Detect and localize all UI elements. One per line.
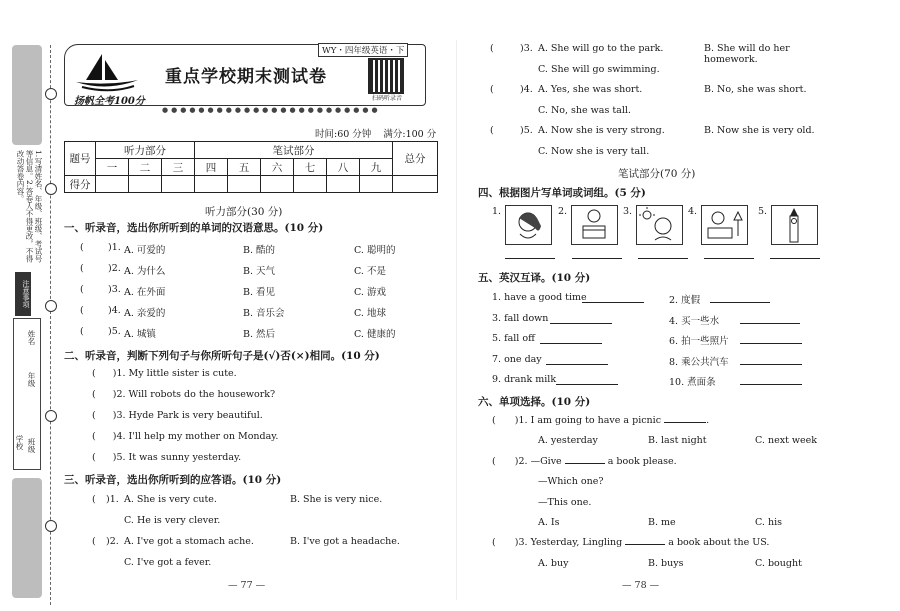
option-a: A. 亲爱的: [124, 308, 166, 319]
s2-row: [92, 431, 278, 442]
translate-item: 9. drank milk: [492, 374, 557, 385]
s3-option-c: C. I've got a fever.: [124, 557, 212, 568]
score-cell[interactable]: [96, 176, 129, 193]
mc-option-c: C. bought: [755, 558, 802, 569]
table-col: 六: [261, 159, 294, 176]
answer-line[interactable]: [704, 258, 754, 259]
option-b: B. I've got a headache.: [290, 536, 400, 547]
table-col: 五: [228, 159, 261, 176]
option-a: A. 为什么: [124, 266, 166, 277]
answer-blank[interactable]: [565, 463, 605, 464]
mc-question: ( )1. I am going to have a picnic .: [492, 415, 710, 426]
sailboat-logo-icon: [72, 50, 142, 92]
option-b: B. She is very nice.: [290, 494, 383, 505]
dialogue-line: —Which one?: [538, 476, 604, 487]
section-1-title: 一、听录音，选出你所听到的单词的汉语意思。(10 分): [64, 222, 324, 234]
item-text: )4. I'll help my mother on Monday.: [112, 431, 279, 442]
s3-option-c: C. Now she is very tall.: [538, 146, 650, 157]
s2-row: [92, 452, 241, 463]
translate-item: 8. 乘公共汽车: [669, 357, 729, 368]
homework-picture-icon: [701, 205, 748, 245]
dialogue-line: —This one.: [538, 497, 592, 508]
binding-strip-top: [12, 45, 42, 145]
answer-line[interactable]: [582, 302, 644, 303]
answer-paren[interactable]: (: [492, 537, 496, 548]
mc-option-b: B. me: [648, 517, 676, 528]
item-num: )2.: [106, 536, 119, 547]
s3-row: [92, 536, 422, 547]
s3-row: [92, 494, 422, 505]
score-cell[interactable]: [294, 176, 327, 193]
field-class: 班级: [27, 438, 36, 453]
option-a: A. Now she is very strong.: [538, 125, 665, 136]
option-b: B. She will do her homework.: [704, 43, 790, 65]
page-number-right: — 78 —: [622, 580, 660, 591]
page-gutter: [456, 40, 457, 600]
mc-question: ( )2. —Give a book please.: [492, 456, 677, 467]
s3-row: [490, 84, 840, 95]
item-text: )3. Hyde Park is very beautiful.: [112, 410, 263, 421]
table-header-writing: 笔试部分: [195, 142, 393, 159]
option-b: B. 然后: [243, 329, 276, 340]
answer-paren[interactable]: (: [92, 536, 96, 547]
pic-num: 1.: [492, 206, 502, 217]
mc-option-c: C. next week: [755, 435, 818, 446]
binding-hole: [45, 183, 57, 195]
answer-paren[interactable]: (: [92, 410, 96, 421]
s2-row: [92, 368, 237, 379]
answer-line[interactable]: [710, 302, 770, 303]
option-c: C. 聪明的: [354, 245, 396, 256]
field-school: 学校: [15, 435, 24, 450]
logo-text: 扬帆全考100分: [74, 96, 145, 107]
option-a: A. 城镇: [124, 329, 156, 340]
page-number-left: — 77 —: [228, 580, 266, 591]
writing-title: 笔试部分(70 分): [618, 168, 696, 180]
answer-line[interactable]: [556, 384, 618, 385]
s3-option-c: C. He is very clever.: [124, 515, 221, 526]
answer-paren[interactable]: (: [92, 452, 96, 463]
answer-paren[interactable]: (: [92, 494, 96, 505]
table-col: 九: [360, 159, 393, 176]
section-6-title: 六、单项选择。(10 分): [478, 396, 591, 408]
option-b: B. 酷的: [243, 245, 276, 256]
answer-line[interactable]: [740, 343, 802, 344]
s3-row: [490, 43, 840, 65]
s1-row: [80, 326, 420, 340]
item-text: )1. My little sister is cute.: [112, 368, 237, 379]
answer-paren[interactable]: (: [490, 84, 494, 95]
mc-option-b: B. buys: [648, 558, 684, 569]
mc-question: ( )3. Yesterday, Lingling a book about the US.: [492, 537, 770, 548]
answer-paren[interactable]: (: [92, 368, 96, 379]
pic-num: 5.: [758, 206, 768, 217]
option-c: C. 不是: [354, 266, 386, 277]
answer-line[interactable]: [550, 323, 612, 324]
option-a: A. I've got a stomach ache.: [124, 536, 254, 547]
banner-dots: ●●●●●●●●●●●●●●●●●●●●●●●●: [162, 106, 381, 114]
section-2-title: 二、听录音，判断下列句子与你所听句子是(√)否(×)相同。(10 分): [64, 350, 380, 362]
s1-row: [80, 284, 420, 298]
translate-item: 10. 煮面条: [669, 377, 716, 388]
answer-line[interactable]: [740, 364, 802, 365]
option-a: A. Yes, she was short.: [538, 84, 643, 95]
translate-item: 2. 度假: [669, 295, 701, 306]
translate-item: 4. 买一些水: [669, 316, 720, 327]
answer-line[interactable]: [740, 323, 800, 324]
pic-num: 4.: [688, 206, 698, 217]
option-a: A. She will go to the park.: [538, 43, 664, 54]
pic-num: 2.: [558, 206, 568, 217]
option-a: A. She is very cute.: [124, 494, 217, 505]
option-c: C. 地球: [354, 308, 386, 319]
answer-paren[interactable]: (: [492, 415, 496, 426]
mc-option-a: A. Is: [538, 517, 560, 528]
mc-option-b: B. last night: [648, 435, 707, 446]
answer-paren[interactable]: (: [490, 125, 494, 136]
item-num: )4.: [108, 305, 121, 316]
answer-line[interactable]: [740, 384, 802, 385]
binding-notice: 1.写清姓名、年级、班级、考试号等信息。2.答卷人不得更改，不得改动答卷内容。: [16, 150, 43, 263]
section-3-title: 三、听录音，选出你所听到的应答语。(10 分): [64, 474, 282, 486]
answer-paren[interactable]: (: [92, 389, 96, 400]
option-b: B. 音乐会: [243, 308, 285, 319]
pic-num: 3.: [623, 206, 633, 217]
option-b: B. Now she is very old.: [704, 125, 815, 136]
s3-row: [490, 125, 840, 136]
s2-row: [92, 389, 275, 400]
score-cell[interactable]: [195, 176, 228, 193]
s3-option-c: C. No, she was tall.: [538, 105, 631, 116]
option-b: B. 看见: [243, 287, 276, 298]
answer-paren[interactable]: (: [80, 305, 84, 316]
score-cell[interactable]: [129, 176, 162, 193]
option-a: A. 可爱的: [124, 245, 166, 256]
option-c: C. 游戏: [354, 287, 386, 298]
sunny-kid-picture-icon: [636, 205, 683, 245]
score-cell[interactable]: [261, 176, 294, 193]
notice-stamp: 注意事项: [15, 272, 31, 316]
answer-line[interactable]: [505, 258, 555, 259]
answer-paren[interactable]: (: [92, 431, 96, 442]
score-cell[interactable]: [162, 176, 195, 193]
mc-option-c: C. his: [755, 517, 783, 528]
answer-paren[interactable]: (: [492, 456, 496, 467]
table-col: 八: [327, 159, 360, 176]
grade-tag: WY・四年级英语・下: [318, 43, 408, 57]
qr-caption: 扫码听录音: [372, 95, 403, 102]
item-num: )3.: [108, 284, 121, 295]
item-num: )4.: [520, 84, 533, 95]
field-name: 姓名: [27, 330, 36, 345]
s1-row: [80, 263, 420, 277]
answer-paren[interactable]: (: [80, 263, 84, 274]
s1-row: [80, 242, 420, 256]
score-cell[interactable]: [360, 176, 393, 193]
table-col: 一: [96, 159, 129, 176]
answer-line[interactable]: [770, 258, 820, 259]
answer-line[interactable]: [540, 343, 602, 344]
big-ben-picture-icon: [771, 205, 818, 245]
answer-paren[interactable]: (: [80, 284, 84, 295]
page-title: 重点学校期末测试卷: [165, 67, 327, 87]
item-num: )5.: [520, 125, 533, 136]
table-header-total: 总分: [393, 142, 438, 176]
table-label-score: 得分: [65, 176, 96, 193]
s2-row: [92, 410, 263, 421]
translate-item: 3. fall down: [492, 313, 549, 324]
translate-item: 5. fall off: [492, 333, 535, 344]
answer-paren[interactable]: (: [80, 326, 84, 337]
mc-option-a: A. yesterday: [538, 435, 598, 446]
score-cell[interactable]: [228, 176, 261, 193]
item-num: )1.: [106, 494, 119, 505]
table-col: 七: [294, 159, 327, 176]
item-num: )5.: [108, 326, 121, 337]
table-label-question: 题号: [65, 142, 96, 176]
item-num: )2.: [108, 263, 121, 274]
section-5-title: 五、英汉互译。(10 分): [478, 272, 591, 284]
answer-blank[interactable]: [625, 544, 665, 545]
answer-blank[interactable]: [664, 422, 706, 423]
score-table: [64, 141, 438, 193]
binding-hole: [45, 410, 57, 422]
s1-row: [80, 305, 420, 319]
item-text: )5. It was sunny yesterday.: [112, 452, 242, 463]
item-num: )3.: [520, 43, 533, 54]
option-b: B. 天气: [243, 266, 276, 277]
answer-paren[interactable]: (: [490, 43, 494, 54]
binding-hole: [45, 88, 57, 100]
mc-option-a: A. buy: [538, 558, 569, 569]
answer-line[interactable]: [638, 258, 688, 259]
table-col: 二: [129, 159, 162, 176]
table-col: 三: [162, 159, 195, 176]
exam-meta: 时间:60 分钟 满分:100 分: [315, 129, 437, 140]
item-text: )2. Will robots do the housework?: [112, 389, 276, 400]
translate-item: 6. 拍一些照片: [669, 336, 729, 347]
table-header-listening: 听力部分: [96, 142, 195, 159]
translate-item: 1. have a good time: [492, 292, 587, 303]
answer-line[interactable]: [572, 258, 622, 259]
answer-paren[interactable]: (: [80, 242, 84, 253]
field-grade: 年级: [27, 372, 36, 387]
option-a: A. 在外面: [124, 287, 166, 298]
answer-line[interactable]: [546, 364, 608, 365]
translate-item: 7. one day: [492, 354, 542, 365]
qr-code-icon[interactable]: [368, 58, 404, 94]
item-num: )1.: [108, 242, 121, 253]
table-col: 四: [195, 159, 228, 176]
listening-title: 听力部分(30 分): [205, 206, 283, 218]
s3-option-c: C. She will go swimming.: [538, 64, 660, 75]
option-c: C. 健康的: [354, 329, 396, 340]
binding-strip-bottom: [12, 478, 42, 598]
score-cell[interactable]: [393, 176, 438, 193]
binding-hole: [45, 520, 57, 532]
section-4-title: 四、根据图片写单词或词组。(5 分): [478, 187, 646, 199]
girl-picture-icon: [505, 205, 552, 245]
cake-picture-icon: [571, 205, 618, 245]
score-cell[interactable]: [327, 176, 360, 193]
binding-hole: [45, 300, 57, 312]
option-b: B. No, she was short.: [704, 84, 807, 95]
